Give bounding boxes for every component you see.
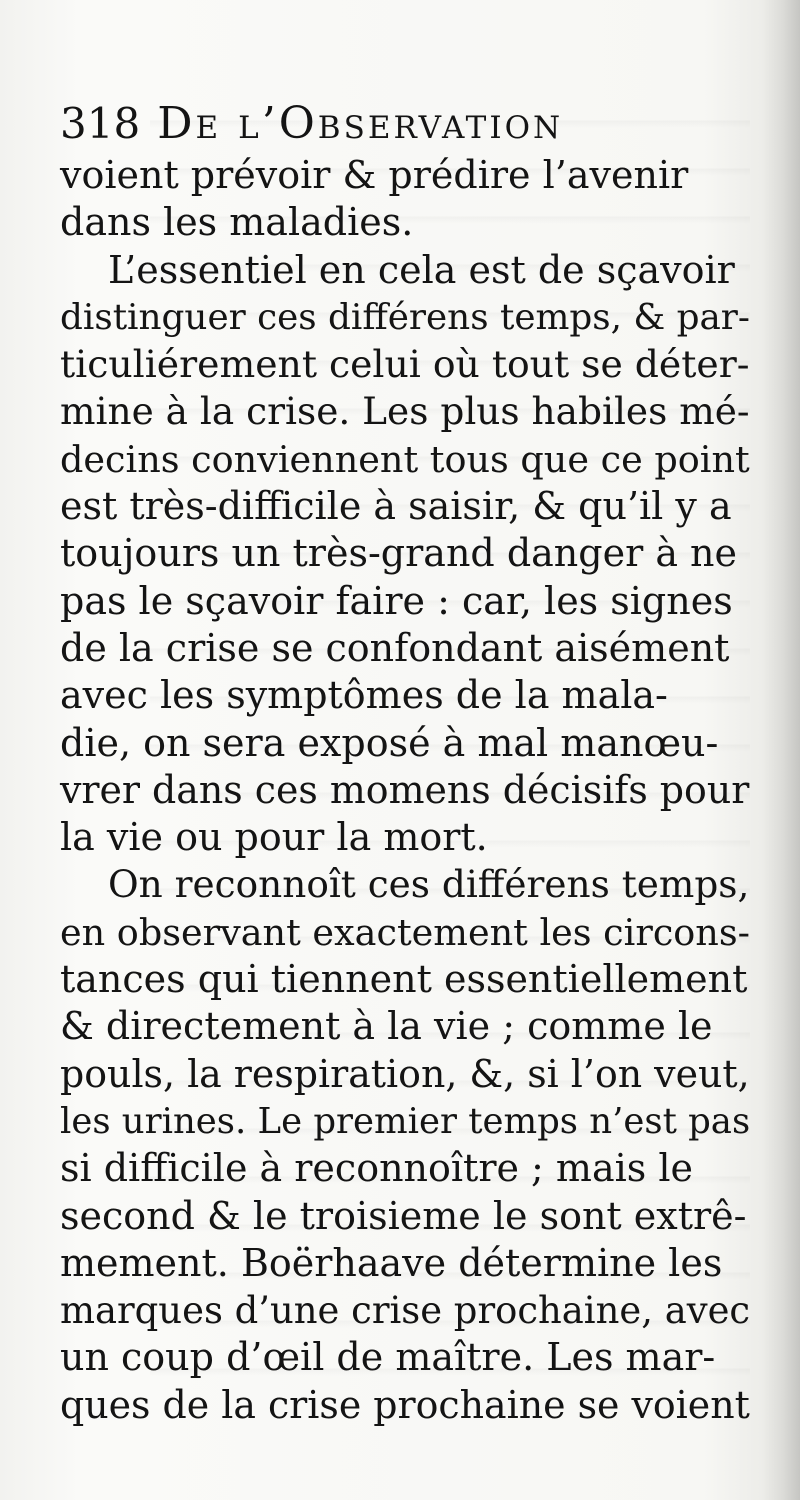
running-head: [60, 98, 750, 158]
text-line: ques de la crise prochaine se voient: [60, 1382, 750, 1427]
running-head-title: De l’Observation: [157, 98, 564, 149]
text-line: les urines. Le premier temps n’est pas: [60, 1100, 751, 1142]
text-line: est très-difficile à saisir, & qu’il y a: [60, 484, 732, 529]
text-line: avec les symptômes de la mala-: [60, 673, 668, 718]
paragraph-first-line: On reconnoît ces différens temps,: [108, 862, 750, 907]
text-line: voient prévoir & prédire l’avenir: [60, 153, 689, 197]
text-line: pas le sçavoir faire : car, les signes: [60, 578, 733, 623]
text-line: en observant exactement les circons-: [60, 910, 750, 954]
paragraph-first-line: L’essentiel en cela est de sçavoir: [108, 247, 735, 292]
text-line: un coup d’œil de maître. Les mar-: [60, 1335, 716, 1380]
text-line: distinguer ces différens temps, & par-: [60, 296, 750, 338]
body-text: [60, 152, 750, 1429]
page-number: 318: [60, 99, 141, 148]
text-line: second & le troisieme le sont extrê-: [60, 1193, 747, 1238]
text-line: mine à la crise. Les plus habiles mé-: [60, 389, 750, 434]
text-line: die, on sera exposé à mal manœu-: [60, 720, 719, 765]
text-line: si difficile à reconnoître ; mais le: [60, 1146, 693, 1191]
text-line: toujours un très-grand danger à ne: [60, 531, 738, 576]
text-line: de la crise se confondant aisément: [60, 625, 730, 670]
text-line: marques d’une crise prochaine, avec: [60, 1289, 751, 1333]
text-line: mement. Boërhaave détermine les: [60, 1240, 723, 1285]
text-line: decins conviennent tous que ce point: [60, 437, 750, 481]
text-line: ticuliérement celui où tout se déter-: [60, 342, 750, 387]
text-line: dans les maladies.: [60, 200, 414, 245]
page-edge-shadow: [762, 0, 800, 1500]
text-line: & directement à la vie ; comme le: [60, 1004, 713, 1049]
text-line: tances qui tiennent essentiellement: [60, 957, 748, 1002]
text-line: vrer dans ces momens décisifs pour: [60, 767, 750, 812]
text-line: la vie ou pour la mort.: [60, 815, 488, 860]
text-line: pouls, la respiration, &, si l’on veut,: [60, 1051, 750, 1096]
